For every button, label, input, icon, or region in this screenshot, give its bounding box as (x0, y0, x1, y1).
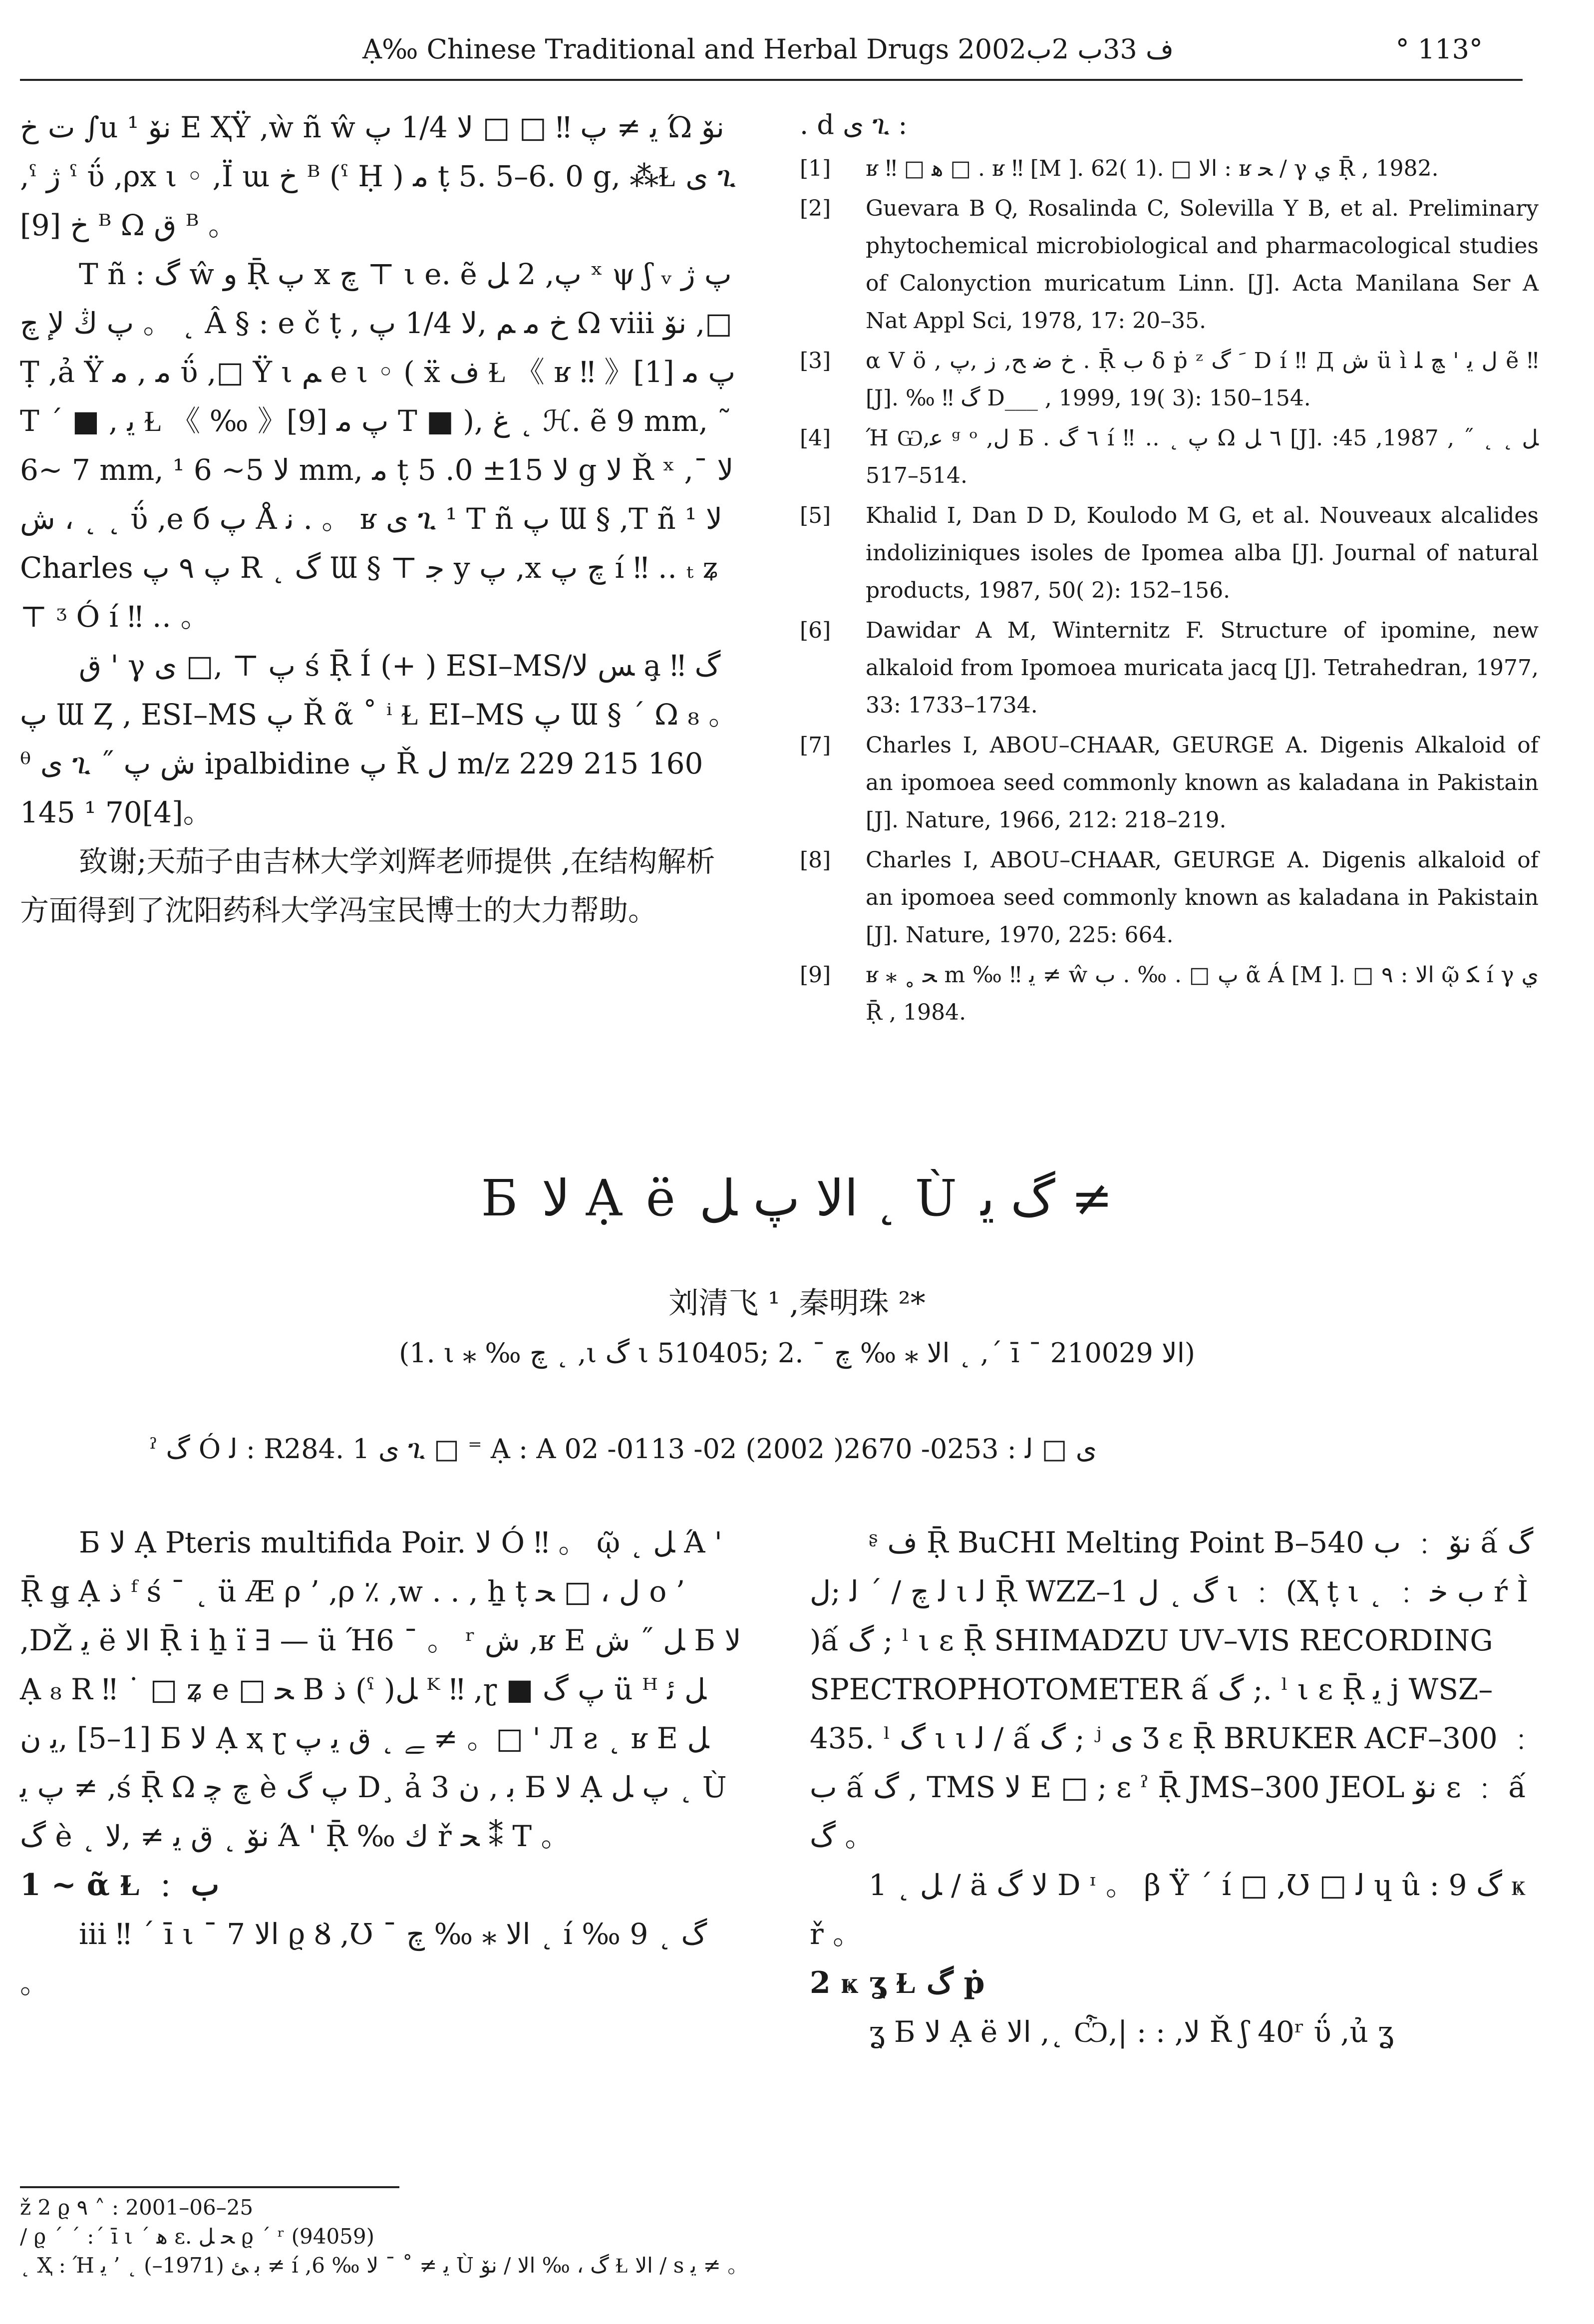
body-paragraph: ʓ Б ﻻ Ạ ë ﺍﻻ ,˛ Ѽ,| : : ,ﻻ Ř ʃ 40ʳ ΰ ,ủ ʓ (869, 2015, 1394, 2049)
reference-text: Dawidar A M, Winternitz F. Structure of ipomine, new alkaloid from Ipomoea muricata jacq [J]. Tetrahedran, 1977, 33: 1733–1734. (866, 618, 1539, 718)
reference-text: ʁ ‼ □ ﻫ □ . ʁ ‼ [M ]. 62( 1). □ ﺍﻻ : ʁ ﺤ / γ ي Ṝ , 1982. (866, 156, 1439, 181)
acknowledgement: 致谢;天茄子由吉林大学刘辉老师提供 ,在结构解析方面得到了沈阳药科大学冯宝民博士的大力帮助。 (20, 844, 715, 927)
reference-item (800, 841, 1539, 954)
reference-number: [9] (800, 962, 831, 988)
body-paragraph: ق ' γ پ ⊤ ,□ ی ś Ṝ Í (+ ) ESI–MS/ﺲ ﻻ a̧ گ ‼ پ Ɯ Ȥ , ESI–MS پ Ř ᾶ ˚ ⁱ Ɫ EI–MS پ Ɯ § ´ Ω ₈ 。 ᶿ ی ጊ ˝ ش پ ipalbidine پ Ř ﻝ m/z 229 215 160 145 ¹ 70[4]。 (20, 649, 738, 829)
reference-text: α V ö , خ ﺿ ﺢ, ﺯ ,پ . Ṝ ﺏ δ ṗ ᶻ ﹶ گ D í ‼ Д ﺵ ü ì ﻝ ﻳ ' ﭻ ﻠ ẽ ‼ [J]. ‰ ‼ گ D___ , 1999, 19( 3): 150–154. (866, 348, 1539, 411)
reference-item (800, 190, 1539, 340)
reference-item (800, 342, 1539, 417)
body-paragraph: ﻞ ˛ 1 / ä ﻻ گ D ᶦ 。 β Ÿ ´ í □ ,Ʊ □ ﻟ ɥ û : ﮒ 9 ҝ ř 。 (810, 1868, 1526, 1951)
reference-number: [5] (800, 503, 831, 528)
footnotes (20, 2193, 1318, 2280)
author-affiliation: (1. ι ⁎ ‰ ﭺ ˛ ,ι گ ι 510405; 2. ¯ ﺍﻻ ⁎ ‰ ﭺ ˛ ,´ ī ¯ ﺍﻻ 210029) (399, 1337, 1195, 1369)
page-number: ° 113° (1395, 33, 1483, 65)
reference-item (800, 956, 1539, 1031)
reference-text: Guevara B Q, Rosalinda C, Solevilla Y B, et al. Preliminary phytochemical microbiological and pharmacological studies of Calonyction muricatum Linn. [J]. Acta Manilana Ser A Nat Appl Sci, 1978, 17: 20–35. (866, 196, 1539, 334)
section-heading: 1 ~ ᾶ Ɫ ﹕ ب (20, 1868, 220, 1903)
reference-number: [1] (800, 156, 831, 181)
running-header (20, 20, 1523, 81)
section-heading: 2 ҝ ʓ Ɫ ﮒ ṗ (810, 1965, 985, 2000)
reference-text: Charles I, ABOU–CHAAR, GEURGE A. Digenis alkaloid of an ipomoea seed commonly known as kaladana in Pakistain [J]. Nature, 1970, 225: 664. (866, 847, 1539, 948)
body-paragraph: Б ﻻ Ạ Pteris multifida Poir. ﻻ Ó ‼ 。 ῷ ˛ ﻞ Ά ' Ṝ ǥ Ạ ﺫ ᶠ ś ¯ ˛ ü Æ ρ ’ ,ρ ٪ ,w . . , ẖ ṭ ﻝ ، □ ﺤ o ’ ,Ǆ ﻳ ë ﺍﻻ Ṝ i ẖ ï ∃ — ü Ή6 ¯ 。 ʳ ﺵ ,ʁ E ﻞ ˝ ش Б ﻻ Ạ ₈ R ‼ ˙ □ ʑ e □ ﺤ B ﺫ (ˁ )ﻞ ᴷ ‼ ,ɽ ■ پ گ ü ᴴ ﻞ ﺋ [1–5] ,ﻳ ﻥ Б ﻻ Ạ ҳ ɽ ﮯ ˛ ﻕ ﻳ پ ≠ 。□ ' Л ƨ ˛ ʁ E ﻞ پ ﻳ ≠ ,ś Ṝ Ω ﭺ ﭼ è پ گ D¸ ả 3 ﺑ , ﻥ Б ﻻ Ạ پ ﻞ ˛ Ù گ è ˛ نۆ ˛ ﻕ ﻳ ≠ ,ﻻ Ά ' Ṝ ‰ ﻙ ř ﺤ ⁑ T 。 (20, 1526, 741, 1853)
reference-text: Charles I, ABOU–CHAAR, GEURGE A. Digenis Alkaloid of an ipomoea seed commonly known as kaladana in Pakistain [J]. Nature, 1966, 212: 218–219. (866, 733, 1539, 833)
reference-item (800, 150, 1539, 187)
footnote-line: ˛ Ҳ : Ή ﺑ ﺊ (1971–) ˛ ’ ﻳ ≠ í ,ﻳ ≠ ˚ ¯ ﻻ ‰ 6 Ù گ ، ‰ ﺍﻻ / نۆ Ɫ ﺍﻻ / s ﻳ ≠ 。 (20, 2253, 749, 2278)
reference-item (800, 497, 1539, 609)
article-body-right (810, 1518, 1539, 2056)
reference-text: ʁ ⁎ ˳ ﺤ m ‰ ‼ ﻳ ≠ ŵ پ □ . ‰ . ﺏ ᾶ Á [M ]. □ ﺍﻻ : ٩ ῷ ﻜ í γ ي Ṝ , 1984. (866, 962, 1539, 1025)
article-authors: 刘清飞 ¹ ,秦明珠 ²* (668, 1286, 926, 1321)
reference-number: [3] (800, 348, 831, 374)
reference-number: [7] (800, 733, 831, 758)
reference-text: Khalid I, Dan D D, Koulodo M G, et al. Nouveaux alcalides indoliziniques isoles de Ipomea alba [J]. Journal of natural products, 1987, 50( 2): 152–156. (866, 503, 1539, 603)
reference-number: [6] (800, 618, 831, 643)
body-paragraph: iii ‼ ´ ī ι ¯ ﺍﻻ 7 ϱ Ȣ ,Ʊ ¯ ﺍﻻ ⁎ ‰ ﭺ ˛ í ‰ 9 ˛ گ 。 (20, 1917, 707, 2000)
reference-item (800, 419, 1539, 494)
previous-article-body (20, 103, 744, 935)
reference-list (800, 103, 1539, 1034)
body-paragraph: ت خ ∫u ¹ نۆ E ҲŸ ,ẁ ñ ŵ ﻳ ≠ پ ‼ □ □ ﻻ 1/4 پ Ώ نۆ ,ˁ ژ ˁ ΰ ,ρx ι ◦ ,Ï ɯ خ ᴮ (ˁ Ḥ ) ﻣ ṭ 5. 5–6. 0 g, ⁂Ɫ ی ጊ [9] خ ᴮ Ω ق ᴮ 。 (20, 110, 736, 242)
journal-line: Ạ‰ Chinese Traditional and Herbal Drugs 2002ف 33ﺏ 2ﺏ (362, 33, 1174, 65)
reference-item (800, 612, 1539, 724)
article-title: Б ﻻ Ạ ë ﺍﻻ پ ﻞ ˛ Ù گ ﻳ ≠ (481, 1169, 1113, 1227)
article-body-left (20, 1518, 744, 2007)
reference-item (800, 727, 1539, 839)
reference-number: [8] (800, 847, 831, 873)
footnote-line: ž 2 ϱ ٩ ˄ : 2001–06–25 (20, 2195, 254, 2220)
body-paragraph: T ñ : گ ŵ و Ṝ پ x ﭺ ⊤ ι e. ẽ پ, 2 ﻞ ˣ ψ ʃ ᵥ پ ژ پ ڭ ﻹ ﭺ 。 ˛ Â § : e č ṭ , خ ﻣ ﻢ ,ﻻ 1/4 پ Ω viii نۆ ,□ Ṭ ,ả Ÿ ﻣ , ﻣ ΰ ,□ Ÿ ι ﻢ e ι ◦ ( ẍ ﻑ Ɫ 《 ʁ ‼ 》[1] پ ﻣ T ´ ■ , ﻳ Ɫ 《 ‰ 》[9] پ ﻣ T ■ ), ﻍ ˛ ℋ. ẽ 9 mm, ˜ 6~ 7 mm, ¹ ﻻ 5~ 6 mm, ﻣ ṭ ﻻ 15± 0. 5 g ﻻ Ř ˣ ,ﻻ ¯ ˛ ˛ ، ش ΰ ,e б پ Å ﻧ . 。 ʁ ی ጊ ¹ T ñ پ Ɯ § ,T ñ ¹ ﻻ Charles پ ٩ پ R ˛ گ Ɯ § ⊤ ﺟ y پ ,x ﭺ پ í ‼ ‥ ₜ ʑ ⊤ ᶾ Ó í ‼ ‥ 。 (20, 257, 736, 634)
footnote-line: / ϱ ´ ´ :´ ī ι ´ ﻫ ɛ. ﺤ ﻞ ϱ ´ ʳ (94059) (20, 2224, 375, 2249)
reference-text: Ή Ѡ,ﻋ ᵍ ᵒ ,ﻝ Б . ٦ گ í ‼ ‥ ˛ پ Ω ٦ ﻞ [J]. ﻞ ˛ ˛ ˝ , 1987, 45: 514–517. (866, 425, 1539, 488)
body-paragraph: ᶳ ﻑ Ṝ BuCHI Melting Point B–540 نۆ ﹕ ﺏ ấ گ ﻟ ﭺ / ´ ﻟ ;ﻝ ι ﻟ Ṝ WZZ–1 گ ˛ ﻝ ι ﹕ (Ҳ ṭ ι ˛ ﹕ ﺏ ﺧ ŕ Ì )ấ گ ; ˡ ι ɛ Ṝ SHIMADZU UV–VIS RECORDING SPECTROPHOTOMETER ấ گ ;. ˡ ι ɛ Ṝ ﻳ j WSZ–435. ˡ گ ι ι ﻟ / ấ گ ; ʲ ی Ʒ ɛ Ṝ BRUKER ACF–300 ﹕ ﺏ ấ گ , TMS ﻻ E □ ; ɛ ˀ Ṝ JMS–300 JEOL نۆ ɛ ﹕ ấ گ 。 (810, 1526, 1536, 1853)
reference-heading: . d ی ጊ : (800, 109, 908, 140)
footnote-divider (20, 2186, 399, 2188)
reference-number: [4] (800, 425, 831, 451)
reference-number: [2] (800, 196, 831, 221)
classification-line: ˀ گ Ó ﻟ : R284. 1 ی ጊ □ ⁼ Ạ : A ی □ ﻟ : 0253- 2670( 2002) 02- 0113- 02 (150, 1433, 1097, 1465)
